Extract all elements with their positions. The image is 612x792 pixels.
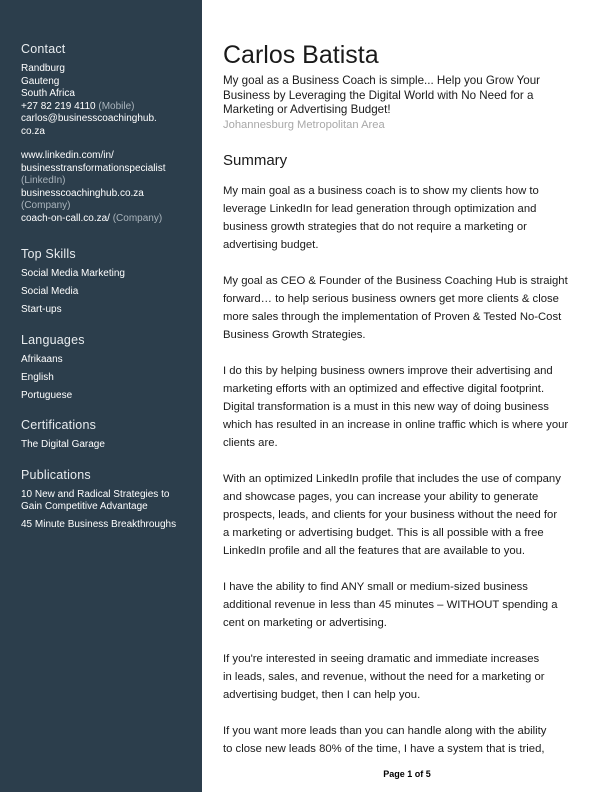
company-link[interactable]	[21, 213, 197, 226]
language-item: Portuguese	[21, 389, 73, 401]
paragraph-line: business growth strategies that do not require a marketing or	[223, 220, 527, 233]
paragraph-line: If you want more leads than you can handle along with the ability	[223, 724, 547, 737]
link-type: (Company)	[112, 212, 163, 224]
link-line: coach-on-call.co.za/	[21, 212, 110, 224]
summary-paragraph	[223, 470, 593, 560]
sidebar-content	[21, 42, 197, 546]
skill-item: Start-ups	[21, 304, 62, 315]
profile-location: Johannesburg Metropolitan Area	[223, 118, 385, 131]
publication-line: 45 Minute Business Breakthroughs	[21, 519, 177, 530]
paragraph-line: Business Growth Strategies.	[223, 328, 366, 341]
summary-paragraph	[223, 182, 593, 254]
paragraph-line: I have the ability to find ANY small or medium-sized business	[223, 580, 528, 593]
certification-item: The Digital Garage	[21, 439, 105, 450]
link-type: (LinkedIn)	[21, 175, 66, 186]
profile-headline	[223, 74, 563, 118]
languages-section	[21, 333, 197, 403]
linkedin-link[interactable]	[21, 150, 197, 188]
top-skills-heading: Top Skills	[21, 247, 76, 261]
skill-item: Social Media	[21, 286, 79, 297]
email-link[interactable]	[21, 113, 197, 138]
publication-line: 10 New and Radical Strategies to	[21, 488, 170, 500]
paragraph-line: LinkedIn profile and all the features that are available to you.	[223, 544, 526, 557]
paragraph-line: Digital transformation is a must in this new way of doing business	[223, 400, 549, 413]
summary-paragraph	[223, 578, 593, 632]
paragraph-line: clients are.	[223, 436, 278, 449]
address-line: Gauteng	[21, 75, 60, 87]
skill-item: Social Media Marketing	[21, 268, 125, 279]
paragraph-line: forward… to help serious business owners get more clients & close	[223, 292, 559, 305]
link-line: businesstransformationspecialist	[21, 162, 166, 174]
paragraph-line: to close new leads 80% of the time, I have a system that is tried,	[223, 742, 545, 755]
paragraph-line: If you're interested in seeing dramatic and immediate increases	[223, 652, 540, 665]
certifications-heading: Certifications	[21, 418, 97, 432]
publication-line: Gain Competitive Advantage	[21, 501, 148, 512]
email-line: carlos@businesscoachinghub.	[21, 113, 157, 124]
summary-heading: Summary	[223, 151, 288, 169]
headline-line: Business by Leveraging the Digital World with No Need for a	[223, 88, 534, 102]
summary-paragraph	[223, 272, 593, 344]
main-content	[223, 40, 593, 776]
headline-line: My goal as a Business Coach is simple... Help you Grow Your	[223, 74, 541, 87]
publication-item	[21, 519, 197, 532]
link-type: (Company)	[21, 200, 71, 211]
paragraph-line: cent on marketing or advertising.	[223, 616, 387, 629]
paragraph-line: I do this by helping business owners improve their advertising and	[223, 364, 553, 377]
paragraph-line: advertising budget, then I can help you.	[223, 688, 421, 701]
phone-number[interactable]: +27 82 219 4110	[21, 100, 96, 112]
paragraph-line: prospects, leads, and clients for your business without the need for	[223, 508, 558, 521]
language-item: Afrikaans	[21, 353, 63, 365]
paragraph-line: leverage LinkedIn for lead generation through optimization and	[223, 202, 537, 215]
summary-paragraph	[223, 650, 593, 704]
link-line: www.linkedin.com/in/	[21, 150, 114, 161]
paragraph-line: and showcase pages, you can increase your ability to generate	[223, 490, 539, 503]
sidebar	[0, 0, 202, 792]
paragraph-line: advertising budget.	[223, 238, 319, 251]
address-line: Randburg	[21, 63, 65, 74]
summary-paragraph	[223, 362, 593, 452]
summary-paragraph	[223, 722, 593, 758]
paragraph-line: a marketing or advertising budget. This is all possible with a free	[223, 526, 544, 539]
contact-section	[21, 42, 197, 225]
company-link[interactable]	[21, 188, 197, 213]
paragraph-line: My main goal as a business coach is to show my clients how to	[223, 184, 539, 197]
paragraph-line: additional revenue in less than 45 minutes – WITHOUT spending a	[223, 598, 558, 611]
phone-line	[21, 101, 197, 114]
paragraph-line: which has resulted in an increase in online traffic which is where your	[223, 418, 569, 431]
top-skills-section	[21, 247, 197, 317]
address-line: South Africa	[21, 88, 75, 99]
profile-name: Carlos Batista	[223, 41, 379, 69]
email-line: co.za	[21, 125, 45, 137]
certifications-section	[21, 418, 197, 452]
languages-heading: Languages	[21, 332, 85, 347]
paragraph-line: in leads, sales, and revenue, without the need for a marketing or	[223, 670, 545, 683]
language-item: English	[21, 371, 54, 383]
page-number: Page 1 of 5	[383, 769, 431, 779]
paragraph-line: My goal as CEO & Founder of the Business Coaching Hub is straight	[223, 274, 568, 287]
phone-type: (Mobile)	[98, 100, 135, 112]
publications-section	[21, 468, 197, 532]
publications-heading: Publications	[21, 467, 91, 482]
link-line: businesscoachinghub.co.za	[21, 187, 144, 199]
paragraph-line: marketing efforts with an optimized and effective digital footprint.	[223, 382, 545, 395]
headline-line: Marketing or Advertising Budget!	[223, 103, 391, 116]
publication-item	[21, 489, 197, 514]
paragraph-line: With an optimized LinkedIn profile that includes the use of company	[223, 472, 561, 485]
contact-heading: Contact	[21, 42, 66, 56]
paragraph-line: more sales through the implementation of Proven & Tested No-Cost	[223, 310, 562, 323]
